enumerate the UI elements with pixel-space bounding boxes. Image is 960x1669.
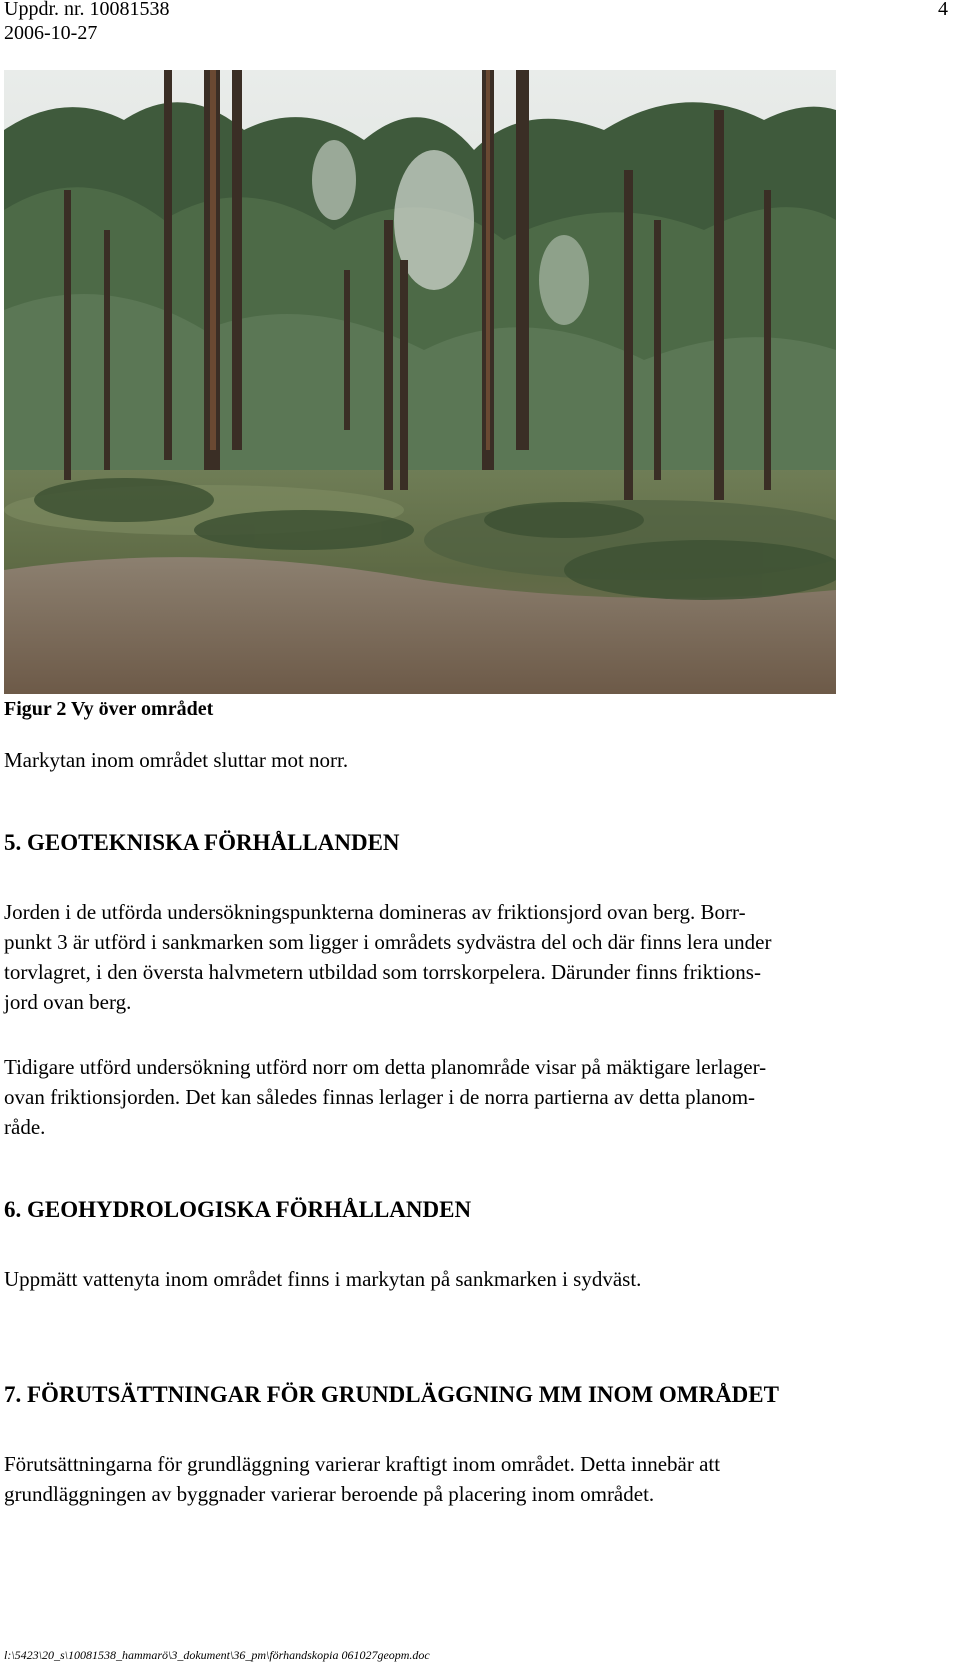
section-heading-geohydrological: 6. GEOHYDROLOGISKA FÖRHÅLLANDEN	[4, 1197, 472, 1222]
section5-line: torvlagret, i den översta halvmetern utbildad som torrskorpelera. Därunder finns friktions-	[4, 960, 761, 984]
section5-paragraph2-line: råde.	[4, 1115, 46, 1139]
section5-line: punkt 3 är utförd i sankmarken som ligger i områdets sydvästra del och där finns lera under	[4, 930, 772, 954]
section-heading-foundation: 7. FÖRUTSÄTTNINGAR FÖR GRUNDLÄGGNING MM INOM OMRÅDET	[4, 1382, 779, 1407]
section5-line: Jorden i de utförda undersökningspunkterna domineras av friktionsjord ovan berg. Borr-	[4, 900, 746, 924]
section5-line: jord ovan berg.	[4, 990, 132, 1014]
document-date: 2006-10-27	[4, 22, 98, 44]
forest-photo	[4, 70, 836, 694]
section5-paragraph2-line: ovan friktionsjorden. Det kan således finnas lerlager i de norra partierna av detta planom-	[4, 1085, 756, 1109]
figure-caption: Figur 2 Vy över området	[4, 698, 214, 720]
section6-line: Uppmätt vattenyta inom området finns i markytan på sankmarken i sydväst.	[4, 1267, 642, 1291]
page-number: 4	[938, 0, 948, 20]
footer-file-path: l:\5423\20_s\10081538_hammarö\3_dokument\36_pm\förhandskopia 061027geopm.doc	[4, 1648, 430, 1662]
section-heading-geotechnical: 5. GEOTEKNISKA FÖRHÅLLANDEN	[4, 830, 400, 855]
assignment-number: Uppdr. nr. 10081538	[4, 0, 170, 20]
section7-line: grundläggningen av byggnader varierar beroende på placering inom området.	[4, 1482, 655, 1506]
paragraph-slope: Markytan inom området sluttar mot norr.	[4, 748, 349, 772]
section7-line: Förutsättningarna för grundläggning varierar kraftigt inom området. Detta innebär att	[4, 1452, 721, 1476]
section5-paragraph2-line: Tidigare utförd undersökning utförd norr om detta planområde visar på mäktigare lerlager-	[4, 1055, 767, 1079]
